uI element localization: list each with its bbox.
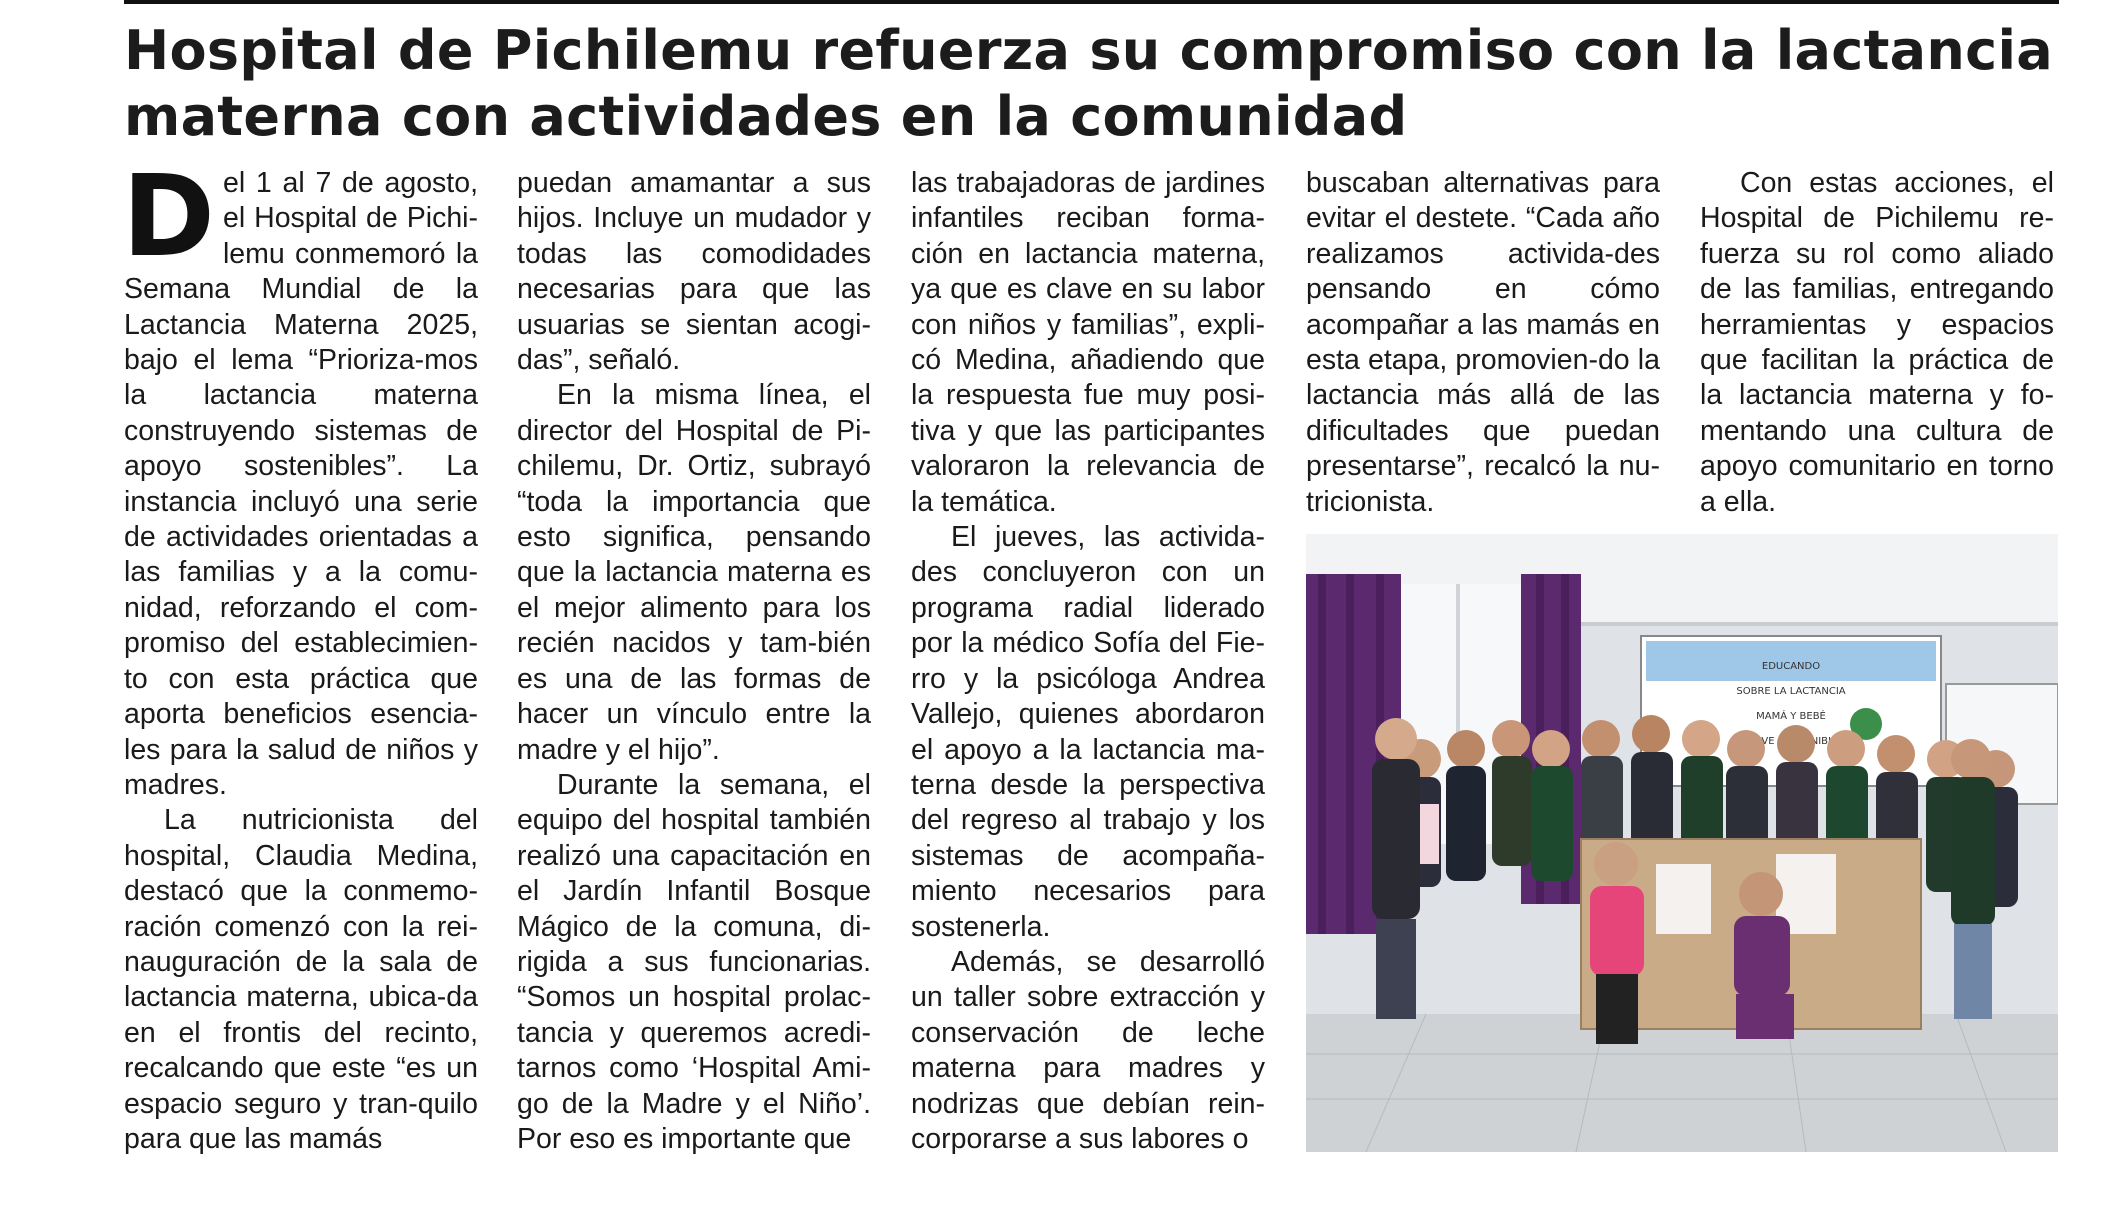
paragraph: las trabajadoras de jardines infantiles reciban forma-ción en lactancia materna, ya que es clave en su labor con niños y familias”, expli-có Medina, añadiendo que la respuesta fue muy posi-tiva y que las participantes valoraron la relevancia de la temática. (911, 167, 1265, 518)
paragraph: Durante la semana, el equipo del hospital también realizó una capacitación en el Jardín Infantil Bosque Mágico de la comuna, di-rigida a sus funcionarias. “Somos un hospital prolac-tancia y queremos acredi-tarnos como ‘Hospital Ami-go de la Madre y el Niño’. Por eso es importante que (517, 768, 871, 1155)
paragraph: buscaban alternativas para evitar el destete. “Cada año realizamos activida-des pensando en cómo acompañar a las mamás en esta etapa, promovien-do la lactancia más allá de las dificultades que puedan presentarse”, recalcó la nu-tricionista. (1306, 167, 1660, 518)
article-column-1 (122, 152, 478, 1157)
paragraph: La nutricionista del hospital, Claudia Medina, destacó que la conmemo-ración comenzó con la rei-nauguración de la sala de lactancia materna, ubica-da en el frontis del recinto, recalcando que este “es un espacio seguro y tran-quilo para que las mamás (124, 804, 478, 1155)
article-headline: Hospital de Pichilemu refuerza su compromiso con la lactancia materna con actividades en la comunidad (124, 19, 2054, 148)
article-column-4 (1306, 166, 1660, 520)
article-column-3 (911, 166, 1265, 1157)
banner-text: MAMÁ Y BEBÉ (1756, 711, 1826, 722)
paragraph: En la misma línea, el director del Hospital de Pi-chilemu, Dr. Ortiz, subrayó “toda la importancia que esto significa, pensando que la lactancia materna es el mejor alimento para los recién nacidos y tam-bién es una de las formas de hacer un vínculo entre la madre y el hijo”. (517, 379, 871, 766)
top-rule (124, 0, 2059, 4)
group-photo (1306, 534, 2058, 1152)
paragraph (122, 152, 478, 803)
paragraph: El jueves, las activida-des concluyeron con un programa radial liderado por la médico Sofía del Fie-rro y la psicóloga Andrea Vallejo, quienes abordaron el apoyo a la lactancia ma-terna desde la perspectiva del regreso al trabajo y los sistemas de acompaña-miento necesarios para sostenerla. (911, 521, 1265, 943)
article-column-2 (517, 166, 871, 1157)
paragraph-text: el 1 al 7 de agosto, el Hospital de Pichi-lemu conmemoró la Semana Mundial de la Lactancia Materna 2025, bajo el lema “Prioriza-mos la lactancia materna construyendo sistemas de apoyo sostenibles”. La instancia incluyó una serie de actividades orientadas a las familias y a la comu-nidad, reforzando el com-promiso del establecimien-to con esta práctica que aporta beneficios esencia-les para la salud de niños y madres. (124, 167, 478, 801)
article-column-5 (1700, 166, 2054, 520)
banner-text: EDUCANDO (1761, 661, 1821, 672)
paragraph: puedan amamantar a sus hijos. Incluye un mudador y todas las comodidades necesarias para que las usuarias se sientan acogi-das”, señaló. (517, 167, 871, 377)
banner-text: SOBRE LA LACTANCIA (1736, 686, 1846, 697)
paragraph: Además, se desarrolló un taller sobre extracción y conservación de leche materna para madres y nodrizas que debían rein-corporarse a sus labores o (911, 945, 1265, 1155)
paragraph: Con estas acciones, el Hospital de Pichilemu re-fuerza su rol como aliado de las familias, entregando herramientas y espacios que facilitan la práctica de la lactancia materna y fo-mentando una cultura de apoyo comunitario en torno a ella. (1700, 167, 2054, 518)
group-photo-illustration (1306, 534, 2058, 1152)
drop-cap: D (122, 152, 215, 282)
